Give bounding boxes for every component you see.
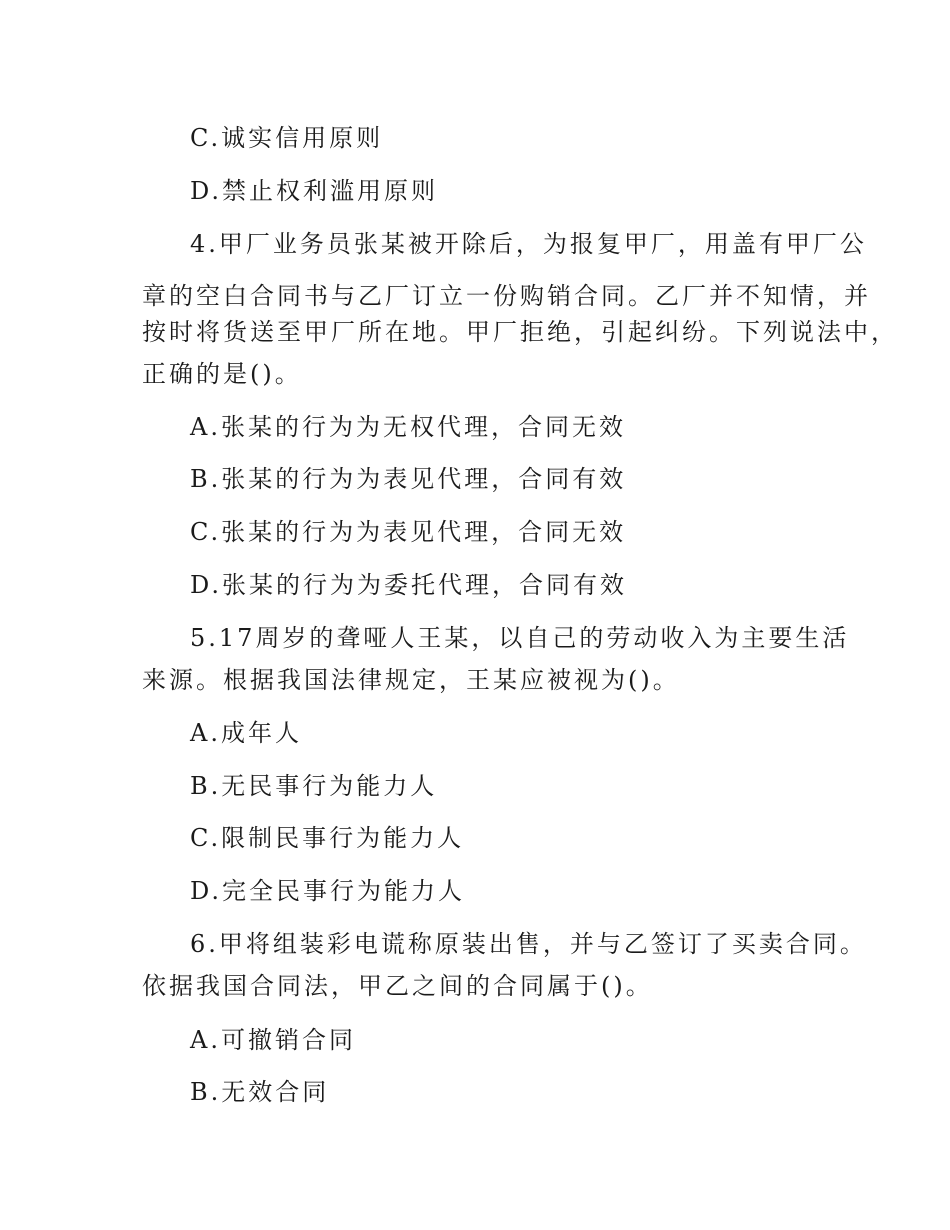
- question-5-line-2: 来源。根据我国法律规定，王某应被视为()。: [142, 666, 680, 694]
- question-4-option-b: B.张某的行为为表见代理，合同有效: [190, 465, 627, 493]
- question-5-line-1: 5.17周岁的聋哑人王某，以自己的劳动收入为主要生活: [190, 624, 850, 652]
- question-6-line-2: 依据我国合同法，甲乙之间的合同属于()。: [142, 972, 653, 1000]
- question-6-option-b: B.无效合同: [190, 1078, 330, 1106]
- question-6-line-1: 6.甲将组装彩电谎称原装出售，并与乙签订了买卖合同。: [190, 930, 867, 958]
- question-4-option-a: A.张某的行为为无权代理，合同无效: [190, 413, 626, 441]
- question-5-option-b: B.无民事行为能力人: [190, 772, 438, 800]
- option-c-prev: C.诚实信用原则: [190, 124, 384, 152]
- question-4-line-4: 正确的是()。: [142, 360, 302, 388]
- question-4-option-c: C.张某的行为为表见代理，合同无效: [190, 518, 627, 546]
- question-4-option-d: D.张某的行为为委托代理，合同有效: [190, 571, 628, 599]
- question-5-option-d: D.完全民事行为能力人: [190, 877, 466, 905]
- question-4-line-2: 章的空白合同书与乙厂订立一份购销合同。乙厂并不知情，并: [142, 282, 871, 310]
- question-4-line-3: 按时将货送至甲厂所在地。甲厂拒绝，引起纠纷。下列说法中，: [142, 318, 898, 346]
- question-6-option-a: A.可撤销合同: [190, 1026, 356, 1054]
- question-5-option-c: C.限制民事行为能力人: [190, 824, 465, 852]
- question-4-line-1: 4.甲厂业务员张某被开除后，为报复甲厂，用盖有甲厂公: [190, 230, 867, 258]
- option-d-prev: D.禁止权利滥用原则: [190, 177, 439, 205]
- question-5-option-a: A.成年人: [190, 719, 302, 747]
